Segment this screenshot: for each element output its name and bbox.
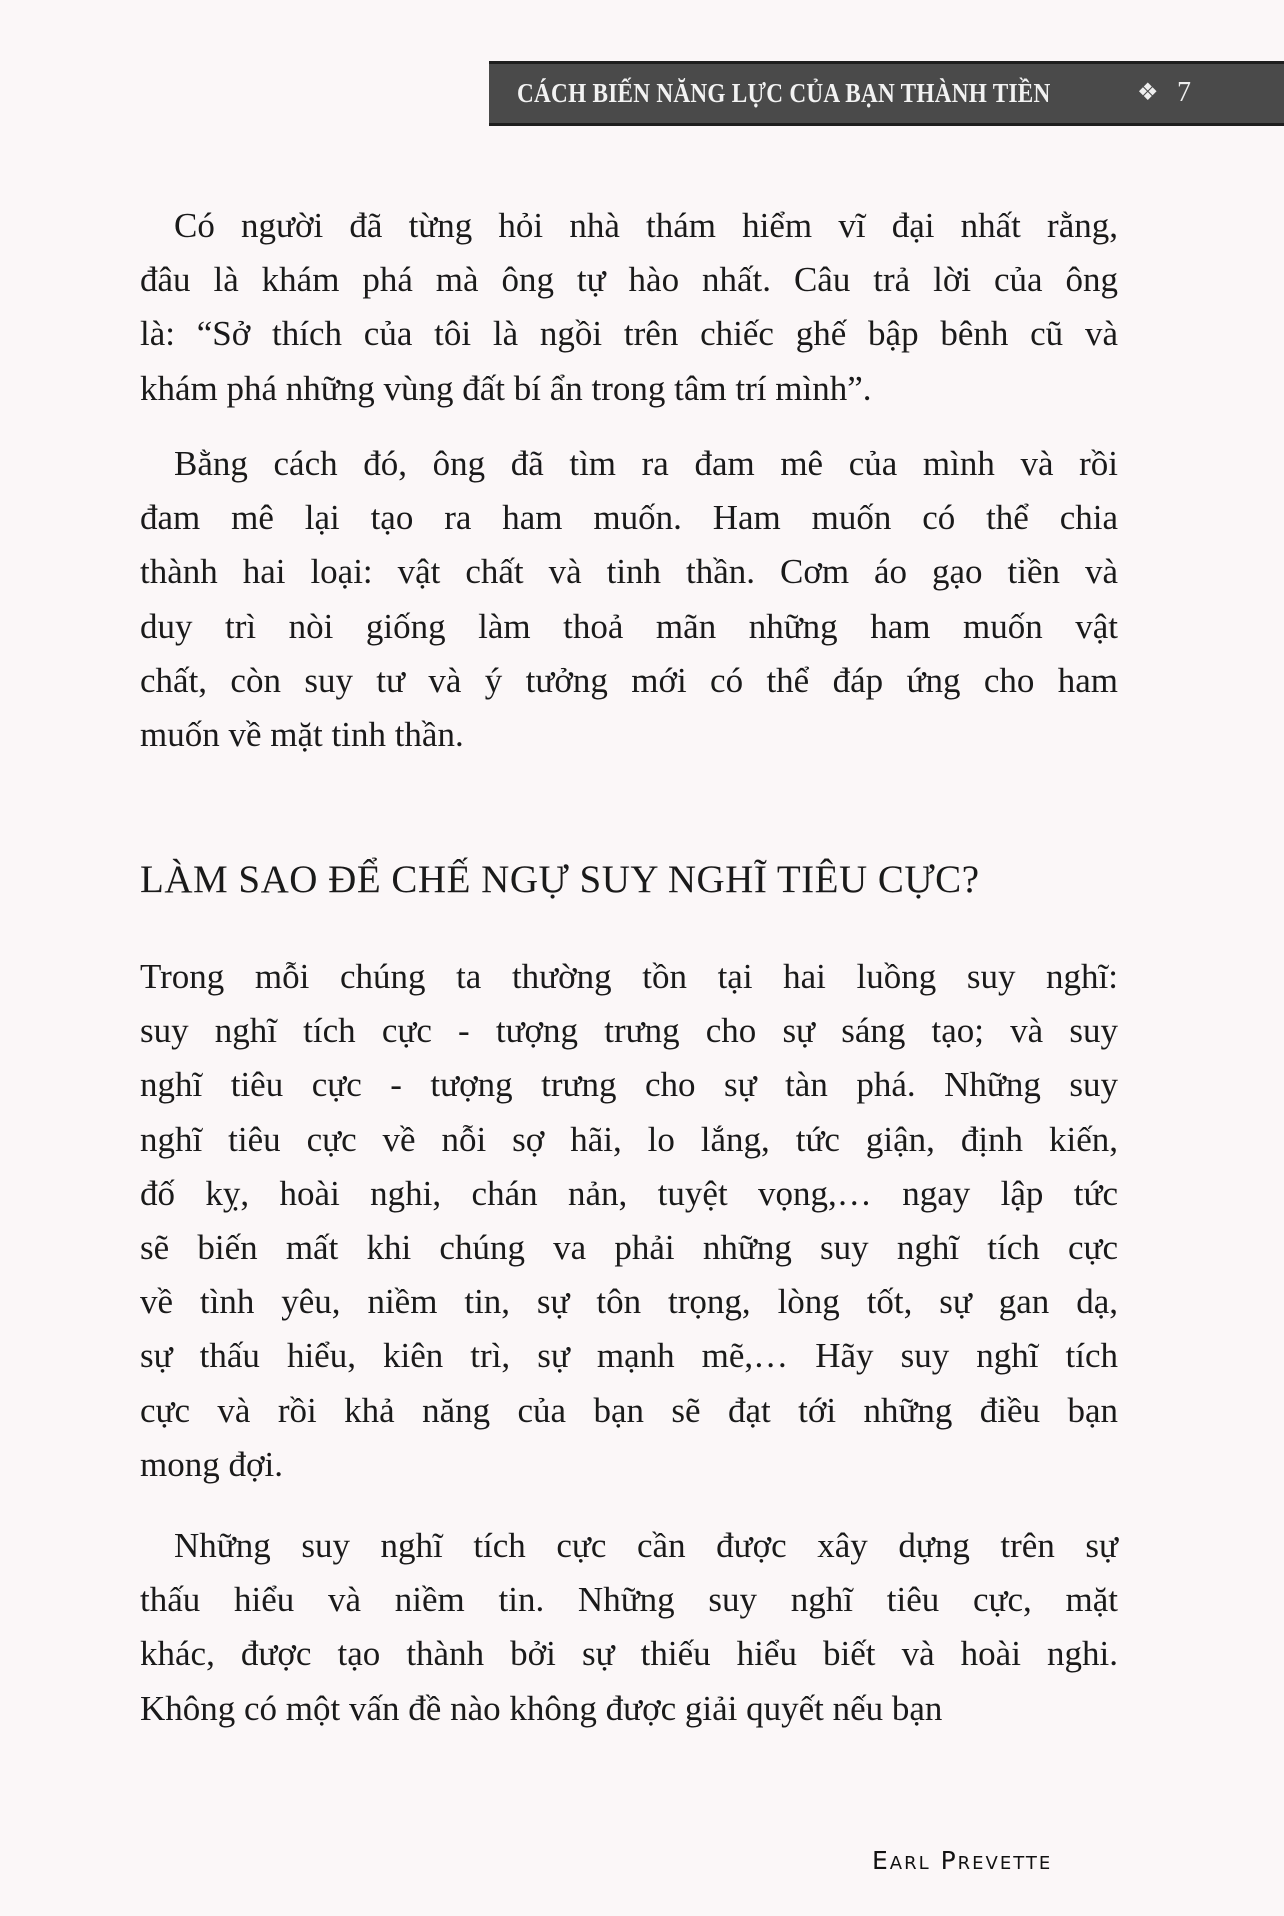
text-line: Bằng cách đó, ông đã tìm ra đam mê của mình và rồi [174,444,1118,483]
paragraph-4 [140,1519,1118,1736]
text-line: đố kỵ, hoài nghi, chán nản, tuyệt vọng,… ngay lập tức [140,1173,1118,1213]
page-number: 7 [1177,77,1191,108]
text-line: Những suy nghĩ tích cực cần được xây dựng trên sự [174,1526,1118,1565]
text-line: nghĩ tiêu cực về nỗi sợ hãi, lo lắng, tức giận, định kiến, [140,1119,1118,1159]
paragraph-3 [140,950,1118,1492]
diamond-ornament-icon: ❖ [1137,80,1159,106]
running-header [489,61,1284,126]
author-footer: Earl Prevette [872,1846,1053,1875]
chapter-title: CÁCH BIẾN NĂNG LỰC CỦA BẠN THÀNH TIỀN [517,78,1051,108]
text-line: là: “Sở thích của tôi là ngồi trên chiếc ghế bập bênh cũ và [140,314,1118,354]
text-line: thấu hiểu và niềm tin. Những suy nghĩ tiêu cực, mặt [140,1580,1118,1620]
text-line: sẽ biến mất khi chúng va phải những suy nghĩ tích cực [140,1227,1118,1267]
text-line: duy trì nòi giống làm thoả mãn những ham muốn vật [140,606,1118,646]
text-line: chất, còn suy tư và ý tưởng mới có thể đáp ứng cho ham [140,660,1118,700]
text-line: đâu là khám phá mà ông tự hào nhất. Câu trả lời của ông [140,260,1118,300]
text-line: nghĩ tiêu cực - tượng trưng cho sự tàn phá. Những suy [140,1065,1118,1105]
text-line: suy nghĩ tích cực - tượng trưng cho sự sáng tạo; và suy [140,1011,1118,1051]
text-line: sự thấu hiểu, kiên trì, sự mạnh mẽ,… Hãy suy nghĩ tích [140,1336,1118,1376]
text-line: Không có một vấn đề nào không được giải quyết nếu bạn [140,1688,943,1728]
paragraph-2 [140,437,1118,762]
paragraph-1 [140,199,1118,416]
text-line: khám phá những vùng đất bí ẩn trong tâm trí mình”. [140,368,872,408]
text-line: đam mê lại tạo ra ham muốn. Ham muốn có thể chia [140,498,1118,538]
text-line: Trong mỗi chúng ta thường tồn tại hai luồng suy nghĩ: [140,957,1118,996]
text-line: muốn về mặt tinh thần. [140,714,464,754]
text-line: về tình yêu, niềm tin, sự tôn trọng, lòng tốt, sự gan dạ, [140,1282,1118,1322]
text-line: khác, được tạo thành bởi sự thiếu hiểu biết và hoài nghi. [140,1634,1118,1674]
text-line: cực và rồi khả năng của bạn sẽ đạt tới những điều bạn [140,1390,1118,1430]
text-line: mong đợi. [140,1444,283,1484]
text-line: thành hai loại: vật chất và tinh thần. Cơm áo gạo tiền và [140,552,1118,592]
text-line: Có người đã từng hỏi nhà thám hiểm vĩ đại nhất rằng, [174,206,1118,245]
section-heading: LÀM SAO ĐỂ CHẾ NGỰ SUY NGHĨ TIÊU CỰC? [140,858,980,901]
